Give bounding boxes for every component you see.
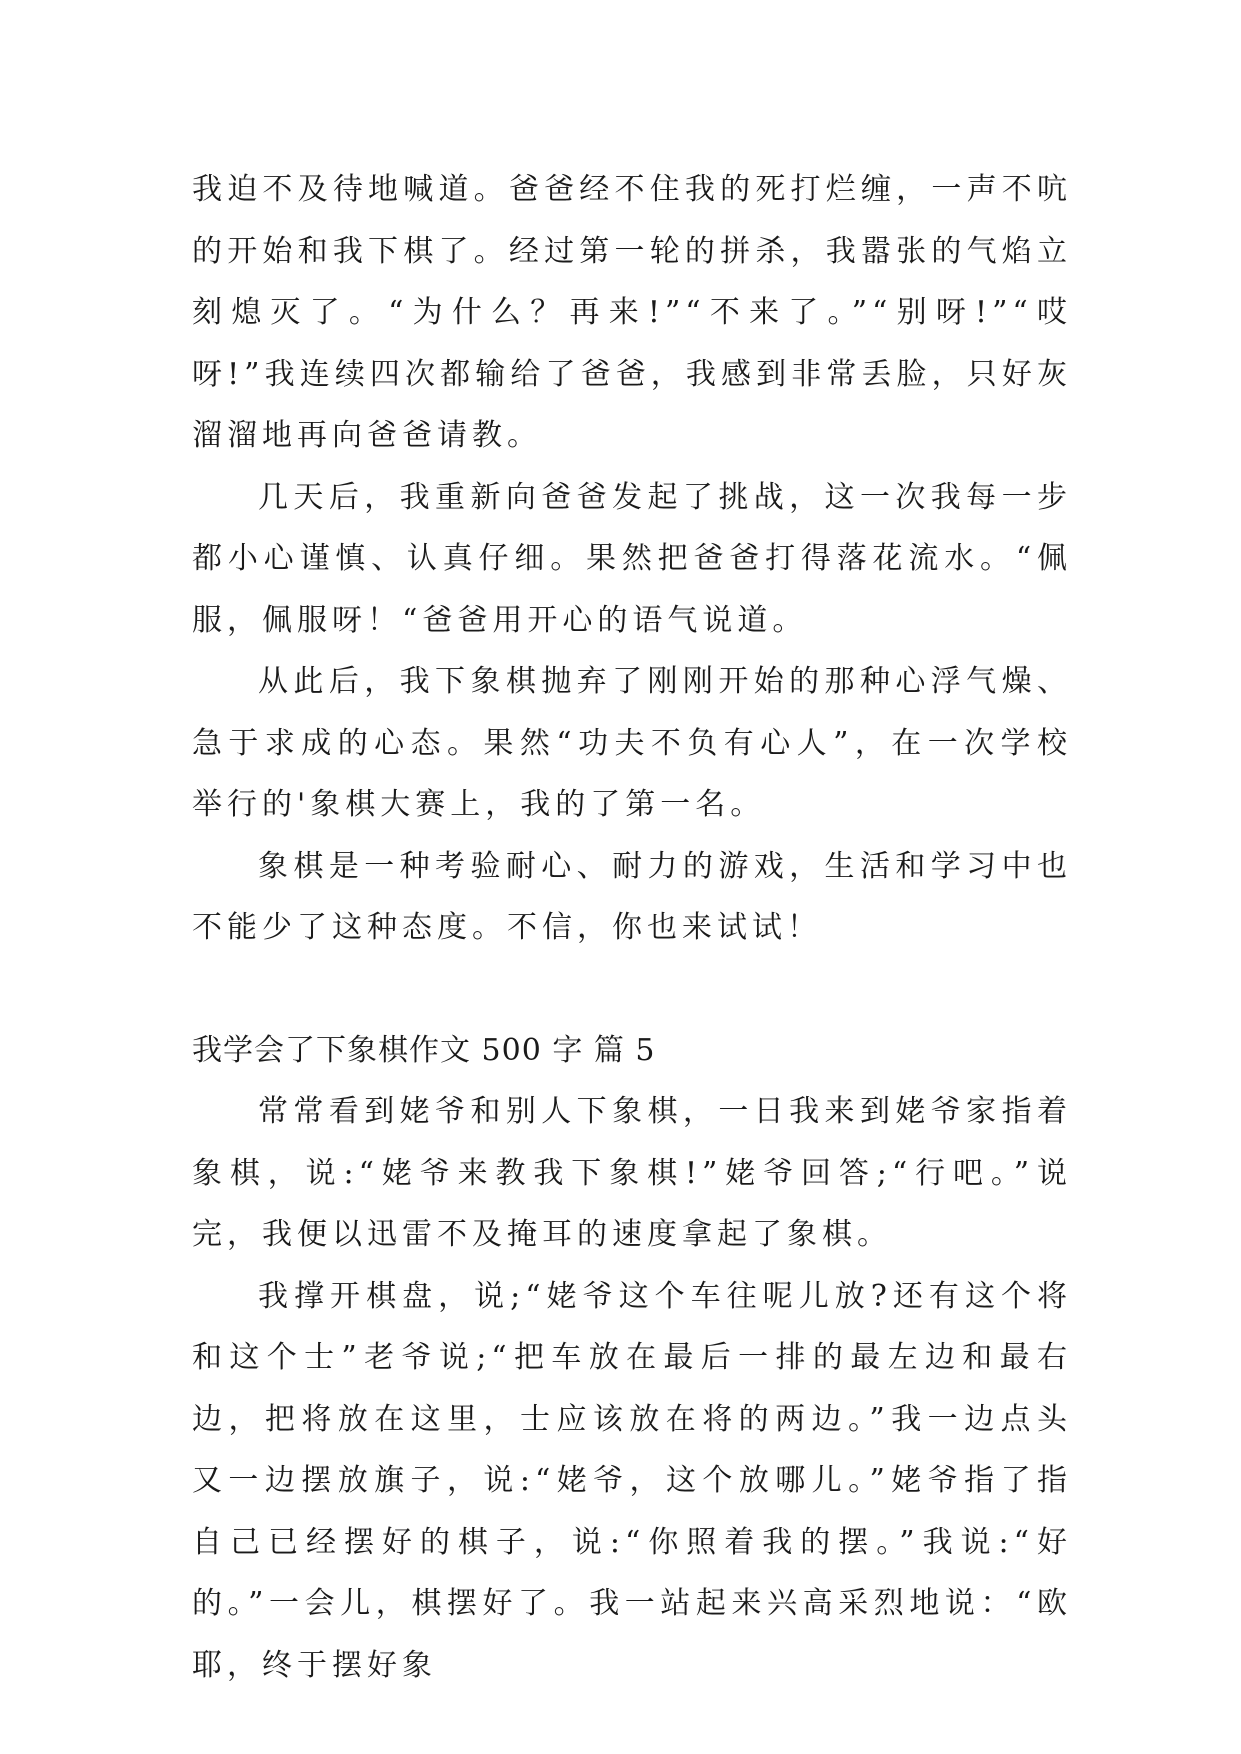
paragraph: 几天后，我重新向爸爸发起了挑战，这一次我每一步都小心谨慎、认真仔细。果然把爸爸打得落花流水。“佩服，佩服呀！“爸爸用开心的语气说道。 <box>192 479 1072 638</box>
document-body <box>192 159 1072 1696</box>
section-spacer <box>192 959 1072 1020</box>
paragraph: 从此后，我下象棋抛弃了刚刚开始的那种心浮气燥、急于求成的心态。果然“功夫不负有心人”，在一次学校举行的'象棋大赛上，我的了第一名。 <box>192 664 1072 822</box>
section-title: 我学会了下象棋作文 500 字 篇 5 <box>192 1032 656 1068</box>
paragraph: 象棋是一种考验耐心、耐力的游戏，生活和学习中也不能少了这种态度。不信，你也来试试！ <box>192 848 1072 945</box>
paragraph: 常常看到姥爷和别人下象棋，一日我来到姥爷家指着象棋，说:“姥爷来教我下象棋!”姥爷回答;“行吧。”说完，我便以迅雷不及掩耳的速度拿起了象棋。 <box>192 1094 1072 1252</box>
paragraph: 我迫不及待地喊道。爸爸经不住我的死打烂缠，一声不吭的开始和我下棋了。经过第一轮的拼杀，我嚣张的气焰立刻熄灭了。“为什么？再来!”“不来了。”“别呀!”“哎呀!”我连续四次都输给了爸爸，我感到非常丢脸，只好灰溜溜地再向爸爸请教。 <box>192 172 1072 453</box>
paragraph: 我撑开棋盘，说;“姥爷这个车往呢儿放?还有这个将和这个士”老爷说;“把车放在最后一排的最左边和最右边，把将放在这里，士应该放在将的两边。”我一边点头又一边摆放旗子，说:“姥爷，这个放哪儿。”姥爷指了指自己已经摆好的棋子，说:“你照着我的摆。”我说:“好的。”一会儿，棋摆好了。我一站起来兴高采烈地说：“欧耶，终于摆好象 <box>192 1278 1072 1683</box>
